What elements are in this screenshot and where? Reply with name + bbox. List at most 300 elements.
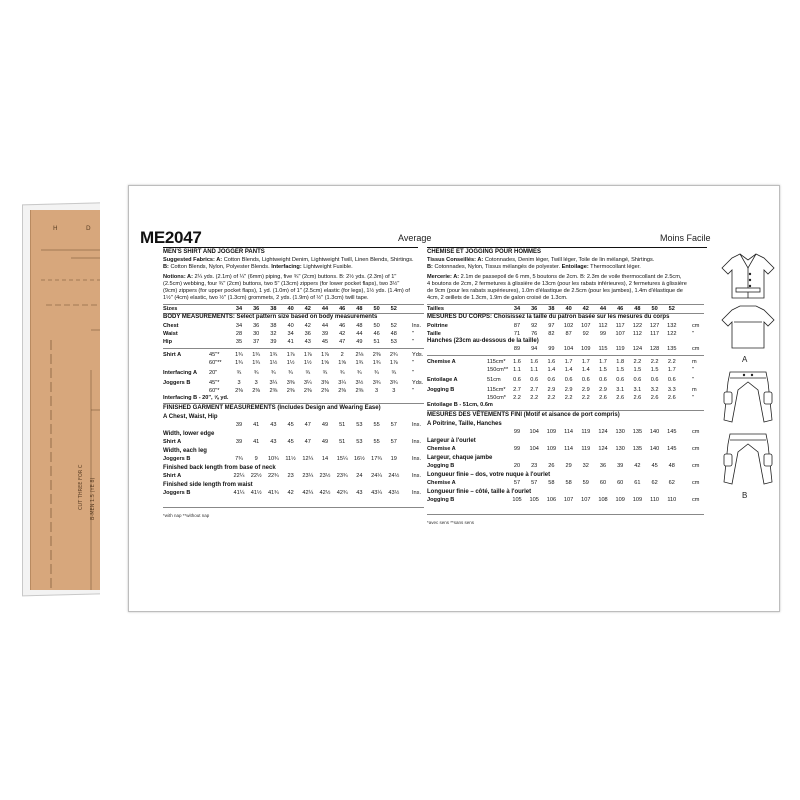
value-cell: 3.2 xyxy=(650,387,659,393)
value-cell: 122 xyxy=(667,331,677,337)
value-cell: ¾ xyxy=(322,370,328,376)
unit-cell: " xyxy=(412,360,414,366)
value-cell: 115 xyxy=(598,346,608,352)
value-cell: 2 xyxy=(340,352,344,358)
unit-cell: Ins. xyxy=(412,490,422,496)
value-cell: 3.3 xyxy=(667,387,676,393)
value-cell: 2.6 xyxy=(667,395,676,401)
value-cell: 107 xyxy=(615,331,625,337)
size-cell: 44 xyxy=(321,306,329,312)
row-label: Chemise A xyxy=(427,359,456,365)
value-cell: 92 xyxy=(531,323,538,329)
value-cell: ¾ xyxy=(271,370,276,376)
interfacing-text: Lightweight Fusible. xyxy=(301,264,353,270)
value-cell: 99 xyxy=(513,429,521,435)
row-sub: 115cm* xyxy=(487,359,506,365)
garment-title: CHEMISE ET JOGGING POUR HOMMES xyxy=(427,249,542,255)
size-cell: 52 xyxy=(668,306,675,312)
notions-text: 2.1m de passepoil de 6 mm, 5 boutons de 2cm. B: 2.3m de voile thermocollant de 2.5cm, xyxy=(459,274,682,280)
value-cell: 34 xyxy=(235,323,243,329)
unit-cell: Yds. xyxy=(412,352,424,358)
value-cell: 62 xyxy=(668,480,675,486)
row-label: Chemise A xyxy=(427,480,456,486)
value-cell: 3¾ xyxy=(372,380,381,386)
value-cell: 41½ xyxy=(250,490,262,496)
value-cell: 132 xyxy=(667,323,677,329)
finished-subtitle: A Chest, Waist, Hip xyxy=(163,414,218,420)
value-cell: 1⅝ xyxy=(338,360,347,366)
shirt-a-front-illustration xyxy=(722,254,774,298)
value-cell: 130 xyxy=(615,429,625,435)
pattern-code: ME2047 xyxy=(140,228,202,247)
fabrics-line-2 xyxy=(427,264,641,271)
value-cell: 60 xyxy=(617,480,624,486)
value-cell: 0.6 xyxy=(599,377,607,383)
fabrics-a: Cotonnades, Denim léger, Twill léger, Toile de lin mélangé, Shirtings. xyxy=(483,257,655,263)
value-cell: 2⅜ xyxy=(252,388,261,394)
value-cell: 44 xyxy=(321,323,329,329)
value-cell: 122 xyxy=(632,323,643,329)
value-cell: 57 xyxy=(531,480,538,486)
value-cell: 127 xyxy=(649,323,660,329)
row-label: Joggers B xyxy=(163,380,191,386)
notions-text: 1½" (4cm) elastic, two ½" (1.3cm) grommets, 2 yds. (1.9m) of ½" (1.3cm) twill tape. xyxy=(163,295,369,301)
unit-cell: " xyxy=(692,377,694,383)
value-cell: 117 xyxy=(650,331,660,337)
notions-text: (9cm) zippers (for upper pocket flaps), 1 yd. (1.0m) of 1" (2.5cm) elastic (for legs), 1½ yds. (1.4m) of xyxy=(163,288,410,294)
value-cell: 0.6 xyxy=(616,377,625,383)
value-cell: 32 xyxy=(582,463,589,469)
rule xyxy=(427,514,704,515)
notions-text: (2.5cm) webbing, four ¾" (2cm) buttons, two 5" (13cm) zippers (for lower pocket flaps), two 3½" xyxy=(163,281,400,287)
row-label: Joggers B xyxy=(163,456,191,462)
value-cell: 89 xyxy=(513,346,521,352)
finished-subtitle: Largeur à l'ourlet xyxy=(427,438,476,444)
row-label: Waist xyxy=(163,331,178,337)
size-cell: 38 xyxy=(548,306,555,312)
unit-cell: Ins. xyxy=(412,473,422,479)
row-label: Jogging B xyxy=(427,463,455,469)
value-cell: 42 xyxy=(287,490,294,496)
interfacing-text: Thermocollant léger. xyxy=(588,264,641,270)
value-cell: 112 xyxy=(598,323,608,329)
value-cell: 124 xyxy=(598,446,608,452)
value-cell: 52 xyxy=(390,323,397,329)
value-cell: 2.7 xyxy=(513,387,521,393)
size-cell: 38 xyxy=(270,306,277,312)
value-cell: 2.2 xyxy=(530,395,539,401)
value-cell: 1.1 xyxy=(530,367,539,373)
value-cell: 26 xyxy=(548,463,555,469)
unit-cell: " xyxy=(412,339,414,345)
value-cell: 1.7 xyxy=(564,359,573,365)
value-cell: 23¼ xyxy=(302,473,314,479)
rule-en xyxy=(163,247,418,248)
value-cell: 140 xyxy=(649,429,660,435)
value-cell: 42½ xyxy=(319,490,331,496)
value-cell: 1¾ xyxy=(235,360,243,366)
row-label: Shirt A xyxy=(163,439,182,445)
value-cell: 35 xyxy=(235,339,243,345)
value-cell: 37 xyxy=(253,339,260,345)
notions-line xyxy=(427,281,687,288)
value-cell: 2⅜ xyxy=(269,388,278,394)
value-cell: 3¾ xyxy=(389,380,398,386)
value-cell: 82 xyxy=(548,331,555,337)
value-cell: 51 xyxy=(373,339,380,345)
size-cell: 34 xyxy=(235,306,243,312)
value-cell: 2⅜ xyxy=(286,388,295,394)
rule xyxy=(163,348,424,349)
value-cell: 1.7 xyxy=(581,359,590,365)
value-cell: 0.6 xyxy=(633,377,642,383)
value-cell: 53 xyxy=(356,439,363,445)
value-cell: 2.6 xyxy=(633,395,642,401)
size-cell: 44 xyxy=(599,306,607,312)
value-cell: 105 xyxy=(529,497,539,503)
value-cell: 23 xyxy=(531,463,538,469)
value-cell: 2⅜ xyxy=(321,388,329,394)
value-cell: 47 xyxy=(339,339,346,345)
value-cell: 24 xyxy=(356,473,363,479)
value-cell: ¾ xyxy=(357,370,362,376)
value-cell: 119 xyxy=(581,446,591,452)
value-cell: 1.6 xyxy=(513,359,521,365)
finished-subtitle: Finished back length from base of neck xyxy=(163,465,276,471)
value-cell: 1⅞ xyxy=(303,352,312,358)
value-cell: 48 xyxy=(668,463,675,469)
finished-measurements-title: FINISHED GARMENT MEASUREMENTS (Includes Design and Wearing Ease) xyxy=(163,405,381,411)
value-cell: 3⅜ xyxy=(286,380,295,386)
value-cell: 1⅞ xyxy=(286,352,295,358)
value-cell: 62 xyxy=(651,480,658,486)
rule xyxy=(163,507,424,508)
value-cell: 49 xyxy=(321,422,329,428)
value-cell: 1.4 xyxy=(581,367,590,373)
value-cell: 45 xyxy=(321,339,329,345)
value-cell: 2.9 xyxy=(547,387,556,393)
value-cell: 145 xyxy=(667,446,677,452)
value-cell: 11½ xyxy=(285,456,296,462)
unit-cell: " xyxy=(412,388,414,394)
value-cell: 2.2 xyxy=(564,395,573,401)
row-sub: 115cm* xyxy=(487,387,506,393)
value-cell: 42 xyxy=(634,463,641,469)
value-cell: 1.4 xyxy=(547,367,556,373)
value-cell: 145 xyxy=(667,429,677,435)
value-cell: 105 xyxy=(512,497,522,503)
row-sub: 51cm xyxy=(487,377,501,383)
value-cell: 41¾ xyxy=(267,490,279,496)
value-cell: 1¾ xyxy=(252,352,261,358)
unit-cell: Yds. xyxy=(412,380,424,386)
unit-cell: " xyxy=(412,370,414,376)
size-cell: 36 xyxy=(531,306,538,312)
value-cell: 130 xyxy=(615,446,625,452)
value-cell: 97 xyxy=(548,323,555,329)
value-cell: 39 xyxy=(617,463,624,469)
unit-cell: " xyxy=(412,331,414,337)
value-cell: 2.6 xyxy=(650,395,659,401)
value-cell: 117 xyxy=(615,323,625,329)
value-cell: 39 xyxy=(321,331,329,337)
value-cell: 2.2 xyxy=(633,359,642,365)
sizes-label: Sizes xyxy=(163,306,178,312)
size-cell: 50 xyxy=(373,306,380,312)
value-cell: 104 xyxy=(529,446,539,452)
value-cell: 106 xyxy=(546,497,557,503)
row-sub: 60"* xyxy=(209,388,220,394)
value-cell: ¾ xyxy=(253,370,259,376)
interfacing-b: Entoilage B - 51cm, 0.6m xyxy=(427,402,493,408)
value-cell: 3¼ xyxy=(303,380,312,386)
row-label: Poitrine xyxy=(427,323,448,329)
value-cell: 2.2 xyxy=(547,395,556,401)
row-label: Chest xyxy=(163,323,179,329)
figure-b-label: B xyxy=(742,491,748,500)
value-cell: 53 xyxy=(390,339,397,345)
unit-cell: Ins. xyxy=(412,422,422,428)
value-cell: 1.5 xyxy=(599,367,607,373)
value-cell: 135 xyxy=(632,429,643,435)
notions-line xyxy=(163,281,399,288)
value-cell: ¾ xyxy=(236,370,242,376)
value-cell: 43 xyxy=(356,490,363,496)
value-cell: 119 xyxy=(581,429,591,435)
value-cell: 1¾ xyxy=(235,352,243,358)
finished-subtitle: A Poitrine, Taille, Hanches xyxy=(427,421,502,427)
value-cell: 10¾ xyxy=(267,456,279,462)
value-cell: 1½ xyxy=(303,360,312,366)
unit-cell: cm xyxy=(692,323,700,329)
value-cell: 87 xyxy=(513,323,521,329)
value-cell: 2.2 xyxy=(581,395,590,401)
value-cell: 42¾ xyxy=(336,490,348,496)
value-cell: 49 xyxy=(356,339,363,345)
fabrics-line-2 xyxy=(163,264,353,271)
value-cell: 43½ xyxy=(388,490,400,496)
value-cell: 3.1 xyxy=(633,387,642,393)
value-cell: 3¼ xyxy=(269,380,278,386)
value-cell: 58 xyxy=(565,480,572,486)
value-cell: 92 xyxy=(582,331,589,337)
value-cell: 119 xyxy=(615,346,625,352)
notions-label: Mercerie: A: xyxy=(427,274,460,280)
value-cell: 2⅛ xyxy=(355,352,364,358)
value-cell: 17¾ xyxy=(371,456,383,462)
notions-line xyxy=(163,274,396,281)
value-cell: 47 xyxy=(304,422,311,428)
value-cell: 2⅜ xyxy=(303,388,312,394)
fabrics-label: Tissus Conseillés: A: xyxy=(427,257,484,263)
value-cell: 107 xyxy=(581,323,591,329)
unit-cell: Ins. xyxy=(412,323,422,329)
size-cell: 46 xyxy=(617,306,624,312)
value-cell: 3⅜ xyxy=(321,380,329,386)
value-cell: 22¾ xyxy=(267,473,279,479)
value-cell: 29 xyxy=(565,463,572,469)
unit-cell: m xyxy=(692,359,697,365)
value-cell: 41¼ xyxy=(233,490,245,496)
finished-subtitle: Width, each leg xyxy=(163,448,207,454)
row-sub: 60"** xyxy=(209,360,222,366)
size-cell: 52 xyxy=(390,306,397,312)
value-cell: 41 xyxy=(253,439,260,445)
sizes-label: Tailles xyxy=(427,306,444,312)
fabrics-line xyxy=(427,257,654,264)
value-cell: 2¾ xyxy=(389,352,398,358)
value-cell: 41 xyxy=(253,422,260,428)
row-label: Interfacing A xyxy=(163,370,197,376)
value-cell: 135 xyxy=(667,346,677,352)
unit-cell: cm xyxy=(692,446,700,452)
finished-subtitle: Width, lower edge xyxy=(163,431,215,437)
unit-cell: cm xyxy=(692,463,700,469)
value-cell: 1.8 xyxy=(616,359,625,365)
value-cell: 124 xyxy=(598,429,608,435)
row-label: Jogging B xyxy=(427,387,455,393)
unit-cell: " xyxy=(692,395,694,401)
value-cell: 3¼ xyxy=(338,380,347,386)
finished-subtitle: Longueur finie – côté, taille à l'ourlet xyxy=(427,489,532,495)
value-cell: 109 xyxy=(546,429,557,435)
value-cell: 99 xyxy=(599,331,607,337)
value-cell: ¾ xyxy=(339,370,345,376)
value-cell: 2⅜ xyxy=(235,388,243,394)
notions-line xyxy=(163,288,410,295)
value-cell: 51 xyxy=(339,422,346,428)
value-cell: 1.5 xyxy=(650,367,659,373)
value-cell: 22½ xyxy=(250,473,262,479)
size-cell: 42 xyxy=(304,306,311,312)
value-cell: 48 xyxy=(356,323,363,329)
value-cell: 3 xyxy=(375,388,379,394)
value-cell: 104 xyxy=(529,429,539,435)
value-cell: 16½ xyxy=(353,456,365,462)
body-measurements-title: MESURES DU CORPS: Choisissez la taille du patron basée sur les mesures du corps xyxy=(427,314,670,320)
value-cell: 44 xyxy=(356,331,363,337)
unit-cell: cm xyxy=(692,480,700,486)
value-cell: 2⅜ xyxy=(338,388,347,394)
value-cell: 0.6 xyxy=(547,377,556,383)
value-cell: 1.1 xyxy=(513,367,521,373)
value-cell: 49 xyxy=(321,439,329,445)
value-cell: 42 xyxy=(304,323,311,329)
row-sub: 150cm** xyxy=(487,367,509,373)
row-sub: 20" xyxy=(209,370,218,376)
value-cell: 1¾ xyxy=(372,360,381,366)
size-cell: 40 xyxy=(287,306,294,312)
value-cell: 108 xyxy=(598,497,608,503)
value-cell: 43 xyxy=(270,439,277,445)
value-cell: 1.5 xyxy=(633,367,642,373)
value-cell: 59 xyxy=(582,480,589,486)
value-cell: 60 xyxy=(599,480,607,486)
value-cell: 107 xyxy=(563,497,574,503)
value-cell: 45 xyxy=(287,422,294,428)
unit-cell: " xyxy=(692,331,694,337)
joggers-b-back-illustration xyxy=(724,434,772,484)
value-cell: 47 xyxy=(304,439,311,445)
value-cell: 1.7 xyxy=(599,359,607,365)
value-cell: 102 xyxy=(563,323,574,329)
value-cell: 1.5 xyxy=(616,367,625,373)
value-cell: 1⅞ xyxy=(389,360,398,366)
value-cell: 112 xyxy=(632,331,642,337)
value-cell: 2.6 xyxy=(616,395,625,401)
value-cell: 3½ xyxy=(355,380,364,386)
value-cell: 61 xyxy=(634,480,641,486)
value-cell: 1¾ xyxy=(355,360,364,366)
notions-line xyxy=(427,274,681,281)
value-cell: 87 xyxy=(565,331,572,337)
value-cell: 58 xyxy=(548,480,555,486)
value-cell: 39 xyxy=(270,339,277,345)
value-cell: 53 xyxy=(356,422,363,428)
value-cell: 36 xyxy=(253,323,260,329)
row-label: Joggers B xyxy=(163,490,191,496)
value-cell: 2.6 xyxy=(599,395,607,401)
value-cell: 38 xyxy=(270,323,277,329)
value-cell: 41 xyxy=(287,339,294,345)
value-cell: 2.9 xyxy=(581,387,590,393)
value-cell: 9 xyxy=(254,456,258,462)
value-cell: 107 xyxy=(581,497,591,503)
value-cell: 43¼ xyxy=(371,490,383,496)
row-label: Jogging B xyxy=(427,497,455,503)
finished-subtitle: Longueur finie – dos, votre nuque à l'ourlet xyxy=(427,472,551,478)
value-cell: 23 xyxy=(287,473,294,479)
fabrics-b: Cotonnades, Nylon, Tissus mélangés de polyester. xyxy=(432,264,561,270)
fabrics-b-label: B: xyxy=(427,264,433,270)
value-cell: 0.6 xyxy=(564,377,573,383)
value-cell: 1.6 xyxy=(530,359,539,365)
value-cell: 135 xyxy=(632,446,643,452)
notions-line xyxy=(427,295,568,302)
value-cell: 22¼ xyxy=(233,473,245,479)
value-cell: 1⅝ xyxy=(321,360,329,366)
unit-cell: m xyxy=(692,387,697,393)
figure-a-label: A xyxy=(742,355,748,364)
fabrics-b: Cotton Blends, Nylon, Polyester Blends. xyxy=(168,264,270,270)
notions-text: 4cm, 2 œillets de 1.3cm, 1.9m de galon croisé de 1.3cm. xyxy=(427,295,568,301)
value-cell: 45 xyxy=(287,439,294,445)
size-cell: 40 xyxy=(565,306,572,312)
size-cell: 36 xyxy=(253,306,260,312)
value-cell: 1.6 xyxy=(547,359,556,365)
interfacing-label: Entoilage: xyxy=(561,264,589,270)
value-cell: 0.6 xyxy=(667,377,676,383)
value-cell: 24½ xyxy=(388,473,400,479)
garment-illustrations xyxy=(718,250,778,550)
value-cell: 51 xyxy=(339,439,346,445)
unit-cell: cm xyxy=(692,429,700,435)
hip-label: Hanches (23cm au-dessous de la taille) xyxy=(427,338,539,344)
value-cell: 71 xyxy=(513,331,521,337)
svg-text:H: H xyxy=(53,225,58,232)
unit-cell: Ins. xyxy=(412,456,422,462)
value-cell: 55 xyxy=(373,439,380,445)
value-cell: 24¼ xyxy=(371,473,383,479)
value-cell: 28 xyxy=(235,331,243,337)
value-cell: 2.9 xyxy=(564,387,573,393)
value-cell: 124 xyxy=(632,346,643,352)
rule-fr xyxy=(427,247,707,248)
notions-text: 4 boutons de 2cm, 2 fermetures à glissière de 13cm (pour les rabats inférieures), 2 fermetures à glissière xyxy=(427,281,687,287)
row-label: Shirt A xyxy=(163,352,182,358)
value-cell: 43 xyxy=(304,339,311,345)
value-cell: 2.2 xyxy=(650,359,659,365)
